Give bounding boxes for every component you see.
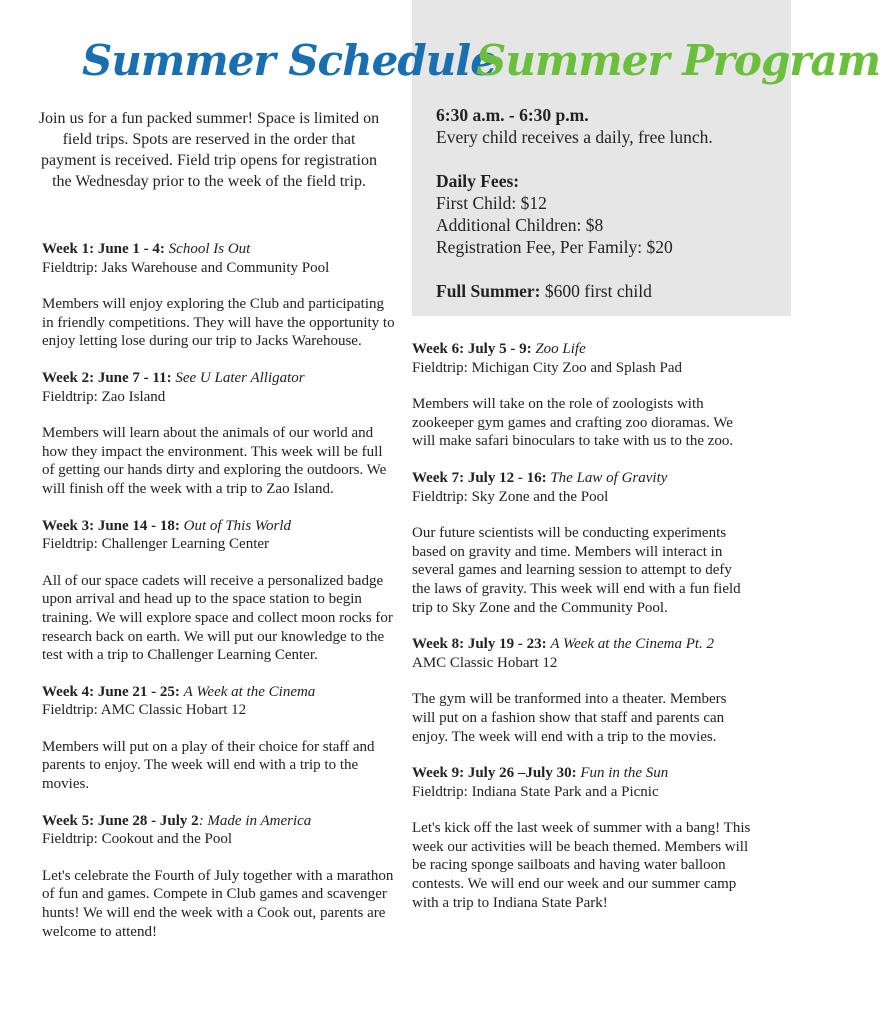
week-description: Let's kick off the last week of summer with a bang! This week our activities will be beach themed. Members will be racing sponge sailboats and having water balloon contests. We will end our week and our summer camp with a trip to Indiana State Park! xyxy=(412,820,751,911)
week-entry xyxy=(412,340,752,451)
week-description: Members will take on the role of zoologists with zookeeper gym games and crafting zoo dioramas. We will make safari binoculars to take with us to the zoo. xyxy=(412,396,734,450)
full-summer-price: Full Summer: $600 first child xyxy=(436,281,652,301)
daily-fees-label: Daily Fees: xyxy=(436,171,520,191)
schedule-title: Summer Schedule xyxy=(82,36,496,85)
weeks-right-column xyxy=(412,340,752,930)
week-fieldtrip: Fieldtrip: Cookout and the Pool xyxy=(42,831,232,848)
fee-additional-children: Additional Children: $8 xyxy=(436,215,604,235)
intro-text: Join us for a fun packed summer! Space is limited on field trips. Spots are reserved in the order that payment is received. Field trip opens for registration the Wednesday prior to the week of the field trip. xyxy=(38,110,380,190)
week-fieldtrip: Fieldtrip: Sky Zone and the Pool xyxy=(412,488,609,505)
week-heading: Week 3: June 14 - 18: Out of This World xyxy=(42,517,292,534)
week-entry xyxy=(42,369,398,499)
week-heading: Week 1: June 1 - 4: School Is Out xyxy=(42,241,251,257)
week-heading: Week 5: June 28 - July 2: Made in America xyxy=(42,812,312,829)
week-description: Members will enjoy exploring the Club and participating in friendly competitions. They will have the opportunity to enjoy letting lose during our trip to Jacks Warehouse. xyxy=(42,296,395,350)
week-entry xyxy=(42,812,398,942)
spacer xyxy=(436,258,776,280)
week-entry xyxy=(412,764,752,912)
week-fieldtrip: Fieldtrip: Challenger Learning Center xyxy=(42,536,270,553)
week-fieldtrip: Fieldtrip: AMC Classic Hobart 12 xyxy=(42,702,247,719)
program-lunch: Every child receives a daily, free lunch. xyxy=(436,127,713,147)
week-entry xyxy=(412,469,752,617)
week-fieldtrip: Fieldtrip: Jaks Warehouse and Community Pool xyxy=(42,259,330,276)
week-fieldtrip: Fieldtrip: Zao Island xyxy=(42,388,166,405)
program-title: Summer Program xyxy=(476,36,880,85)
week-heading: Week 7: July 12 - 16: The Law of Gravity xyxy=(412,469,668,486)
week-heading: Week 9: July 26 –July 30: Fun in the Sun xyxy=(412,765,669,782)
week-entry xyxy=(42,240,398,351)
week-fieldtrip: Fieldtrip: Michigan City Zoo and Splash Pad xyxy=(412,359,682,376)
week-entry xyxy=(42,683,398,794)
weeks-left-column xyxy=(42,240,398,959)
week-description: Members will put on a play of their choice for staff and parents to enjoy. The week will end with a trip to the movies. xyxy=(42,738,375,793)
week-description: All of our space cadets will receive a personalized badge upon arrival and head up to the space station to begin training. We will explore space and collect moon rocks for research back on earth. We will put our knowledge to the test with a trip to Challenger Learning Center. xyxy=(42,572,393,664)
week-entry xyxy=(412,635,752,746)
week-fieldtrip: Fieldtrip: Indiana State Park and a Picnic xyxy=(412,783,659,800)
program-details xyxy=(436,104,776,302)
week-fieldtrip: AMC Classic Hobart 12 xyxy=(412,654,558,671)
week-heading: Week 2: June 7 - 11: See U Later Alligator xyxy=(42,369,305,386)
week-description: The gym will be tranformed into a theater. Members will put on a fashion show that staff and parents can enjoy. The week will end with a trip to the movies. xyxy=(412,691,727,745)
week-description: Our future scientists will be conducting experiments based on gravity and time. Members will interact in several games and learning session to attempt to defy the laws of gravity. This week will end with a fun field trip to Sky Zone and the Community Pool. xyxy=(412,525,741,616)
program-hours: 6:30 a.m. - 6:30 p.m. xyxy=(436,105,589,125)
week-heading: Week 6: July 5 - 9: Zoo Life xyxy=(412,341,586,357)
fee-registration: Registration Fee, Per Family: $20 xyxy=(436,237,673,257)
week-description: Let's celebrate the Fourth of July together with a marathon of fun and games. Compete in Club games and scavenger hunts! We will end the week with a Cook out, parents are welcome to attend! xyxy=(42,867,394,940)
spacer xyxy=(436,148,776,170)
week-description: Members will learn about the animals of our world and how they impact the environment. This week will be full of getting our hands dirty and exploring the outdoors. We will finish off the week with a trip to Zao Island. xyxy=(42,425,387,497)
week-entry xyxy=(42,517,398,665)
fee-first-child: First Child: $12 xyxy=(436,193,547,213)
week-heading: Week 4: June 21 - 25: A Week at the Cinema xyxy=(42,683,316,700)
week-heading: Week 8: July 19 - 23: A Week at the Cinema Pt. 2 xyxy=(412,636,715,653)
